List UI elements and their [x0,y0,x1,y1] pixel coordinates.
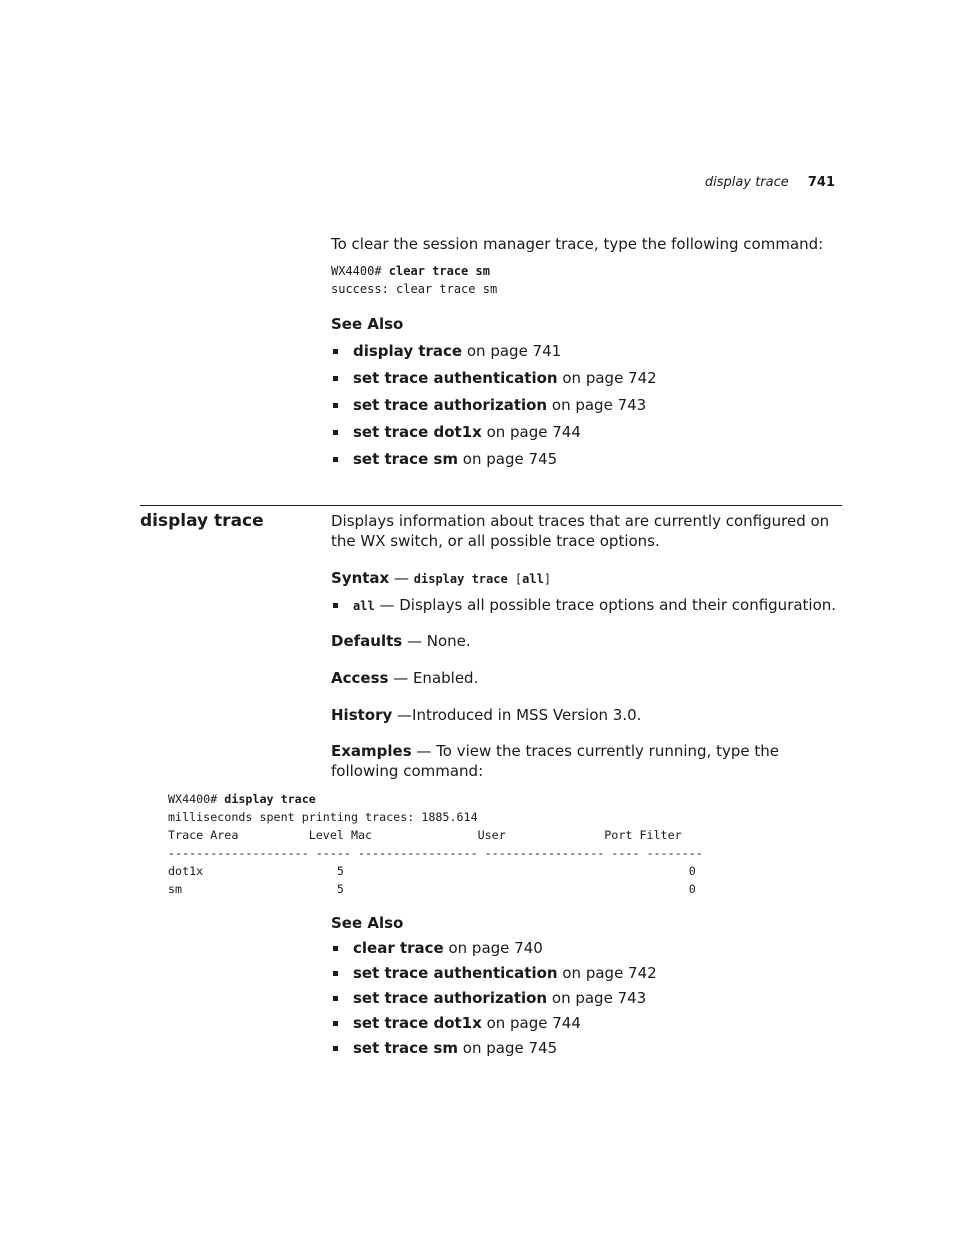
examples-label: Examples [331,742,412,760]
code-prompt: WX4400# [331,264,389,278]
code-line: dot1x 5 0 [168,864,696,878]
page-ref: on page 742 [557,964,657,982]
intro-paragraph: To clear the session manager trace, type the following command: [331,235,824,253]
list-item [331,1038,657,1058]
page-ref: on page 740 [443,939,543,957]
page-ref: on page 744 [481,423,581,441]
examples-paragraph [331,741,831,781]
syntax-arg: all [522,572,544,586]
link-set-trace-sm[interactable]: set trace sm [353,1039,459,1057]
list-item [331,368,657,388]
link-clear-trace[interactable]: clear trace [353,939,444,957]
history-line [331,705,641,725]
link-set-trace-authentication[interactable]: set trace authentication [353,369,558,387]
page-ref: on page 742 [557,369,657,387]
syntax-bracket-open: [ [507,572,523,586]
list-item [331,449,657,469]
link-set-trace-authentication[interactable]: set trace authentication [353,964,558,982]
see-also-heading: See Also [331,914,404,932]
page-ref: on page 745 [458,450,558,468]
list-item [331,595,836,615]
link-set-trace-authorization[interactable]: set trace authorization [353,396,548,414]
code-line: -------------------- ----- ----------------- ----------------- ---- -------- [168,846,703,860]
defaults-text: — None. [402,632,471,650]
list-item [331,963,657,983]
code-prompt: WX4400# [168,792,225,806]
list-item [331,395,657,415]
link-set-trace-dot1x[interactable]: set trace dot1x [353,423,482,441]
code-command: clear trace sm [388,264,490,278]
code-line: sm 5 0 [168,882,696,896]
see-also-heading: See Also [331,315,404,333]
example-code-block [168,790,703,898]
syntax-label: Syntax [331,569,390,587]
parameter-list [331,595,836,615]
examples-text: — To view the traces currently running, type the following command: [331,742,779,780]
intro-code-block [331,262,497,298]
list-item [331,341,657,361]
defaults-line [331,631,471,651]
link-display-trace[interactable]: display trace [353,342,463,360]
defaults-label: Defaults [331,632,403,650]
history-label: History [331,706,393,724]
syntax-line [331,568,551,589]
page-ref: on page 743 [547,396,647,414]
list-item [331,938,657,958]
list-item [331,422,657,442]
see-also-list-2 [331,938,657,1058]
syntax-bracket-close: ] [543,572,552,586]
list-item [331,1013,657,1033]
code-output: success: clear trace sm [331,282,498,296]
code-line: Trace Area Level Mac User Port Filter [168,828,682,842]
access-line [331,668,478,688]
code-line: milliseconds spent printing traces: 1885.614 [168,810,478,824]
page-ref: on page 741 [462,342,562,360]
link-set-trace-dot1x[interactable]: set trace dot1x [353,1014,482,1032]
page-ref: on page 744 [481,1014,581,1032]
access-label: Access [331,669,389,687]
page-ref: on page 745 [458,1039,558,1057]
link-set-trace-sm[interactable]: set trace sm [353,450,459,468]
code-command: display trace [224,792,316,806]
param-name: all [353,599,375,613]
syntax-dash: — [389,569,414,587]
history-text: —Introduced in MSS Version 3.0. [392,706,642,724]
see-also-list-1 [331,341,657,469]
section-divider [140,505,842,506]
section-description: Displays information about traces that are currently configured on the WX switch, or all possible trace options. [331,512,830,550]
section-title: display trace [140,511,264,531]
param-description: — Displays all possible trace options and their configuration. [374,596,837,614]
syntax-command: display trace [413,572,508,586]
page-ref: on page 743 [547,989,647,1007]
header-title: display trace [704,175,789,190]
access-text: — Enabled. [388,669,479,687]
link-set-trace-authorization[interactable]: set trace authorization [353,989,548,1007]
header-page-number: 741 [807,175,835,190]
list-item [331,988,657,1008]
running-header [700,171,835,190]
